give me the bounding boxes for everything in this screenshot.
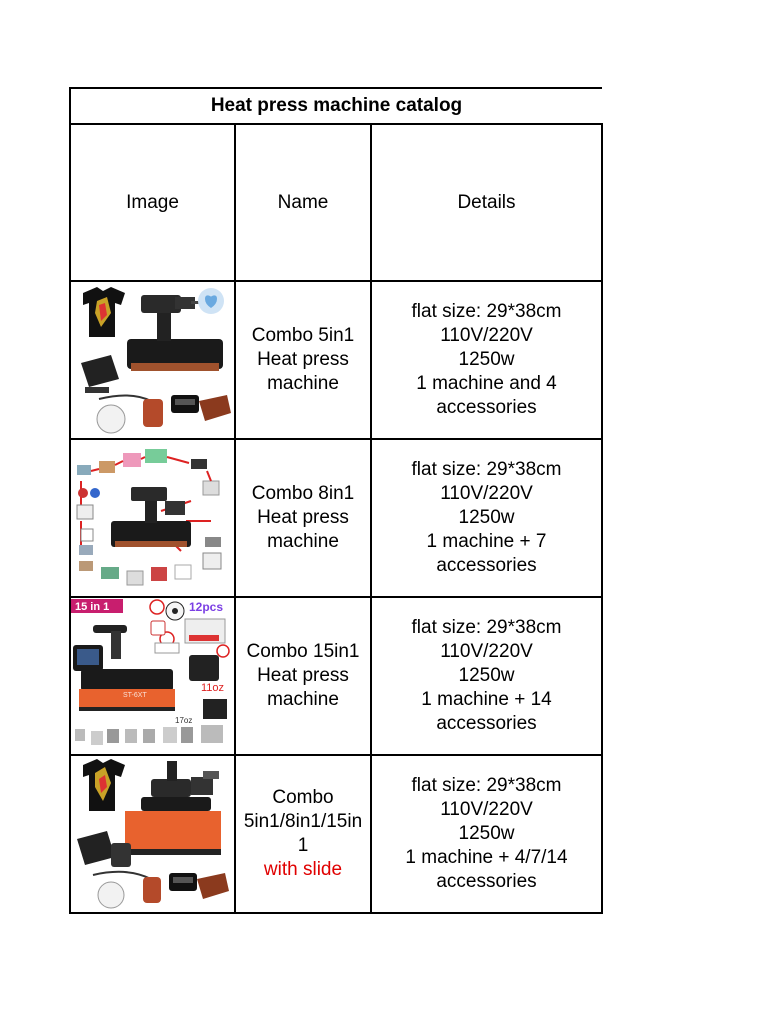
detail-line: 1250w: [458, 507, 515, 528]
heat-press-15in1-image: [71, 599, 234, 753]
table-row: [70, 281, 602, 439]
product-name-line: Heat press: [257, 349, 349, 370]
detail-line: 1 machine + 14: [421, 689, 552, 710]
header-name: Name: [235, 124, 371, 281]
product-name-line: Heat press: [257, 665, 349, 686]
details-cell: [371, 755, 602, 913]
details-cell: [371, 597, 602, 755]
image-cell: [70, 281, 235, 439]
image-cell: [70, 439, 235, 597]
badge-15in1: 15 in 1: [75, 601, 110, 613]
header-row: [70, 124, 602, 281]
name-cell: [235, 281, 371, 439]
image-cell: [70, 597, 235, 755]
product-name-line: Combo: [272, 787, 334, 808]
product-name-line: machine: [267, 373, 339, 394]
heat-press-slide-image: [71, 757, 234, 911]
detail-line: 1 machine and 4: [416, 373, 557, 394]
product-name-line: Heat press: [257, 507, 349, 528]
details-cell: [371, 439, 602, 597]
catalog-table: [69, 87, 603, 914]
table-row: [70, 755, 602, 913]
heat-press-8in1-diagram-image: [71, 441, 234, 595]
detail-line: accessories: [436, 713, 537, 734]
svg-text:11oz: 11oz: [201, 682, 225, 694]
detail-line: 110V/220V: [440, 483, 533, 504]
detail-line: 1 machine + 7: [426, 531, 547, 552]
product-name-line: 1: [297, 835, 309, 856]
title-row: [70, 88, 602, 124]
details-cell: [371, 281, 602, 439]
detail-line: 1250w: [458, 823, 515, 844]
svg-text:17oz: 17oz: [175, 716, 193, 725]
product-name-slide-note: with slide: [263, 859, 343, 880]
detail-line: 110V/220V: [440, 799, 533, 820]
detail-line: accessories: [436, 555, 537, 576]
product-name-line: Combo 5in1: [251, 325, 355, 346]
product-name-line: machine: [267, 689, 339, 710]
product-name-line: 5in1/8in1/15in: [243, 811, 363, 832]
detail-line: 1250w: [458, 665, 515, 686]
heat-press-5in1-image: [71, 283, 234, 437]
product-name-line: Combo 8in1: [251, 483, 355, 504]
name-cell: [235, 755, 371, 913]
detail-line: 1 machine + 4/7/14: [405, 847, 568, 868]
name-cell: [235, 439, 371, 597]
detail-line: flat size: 29*38cm: [411, 775, 562, 796]
detail-line: flat size: 29*38cm: [411, 301, 562, 322]
catalog-title: Heat press machine catalog: [70, 88, 602, 124]
header-details: Details: [371, 124, 602, 281]
header-image: Image: [70, 124, 235, 281]
detail-line: flat size: 29*38cm: [411, 617, 562, 638]
svg-text:ST-6XT: ST-6XT: [123, 692, 147, 699]
badge-12pcs: 12pcs: [189, 600, 224, 614]
detail-line: accessories: [436, 397, 537, 418]
product-name-line: machine: [267, 531, 339, 552]
detail-line: 110V/220V: [440, 325, 533, 346]
product-name-line: Combo 15in1: [246, 641, 360, 662]
detail-line: flat size: 29*38cm: [411, 459, 562, 480]
name-cell: [235, 597, 371, 755]
table-row: [70, 597, 602, 755]
detail-line: 1250w: [458, 349, 515, 370]
detail-line: accessories: [436, 871, 537, 892]
table-row: [70, 439, 602, 597]
detail-line: 110V/220V: [440, 641, 533, 662]
image-cell: [70, 755, 235, 913]
